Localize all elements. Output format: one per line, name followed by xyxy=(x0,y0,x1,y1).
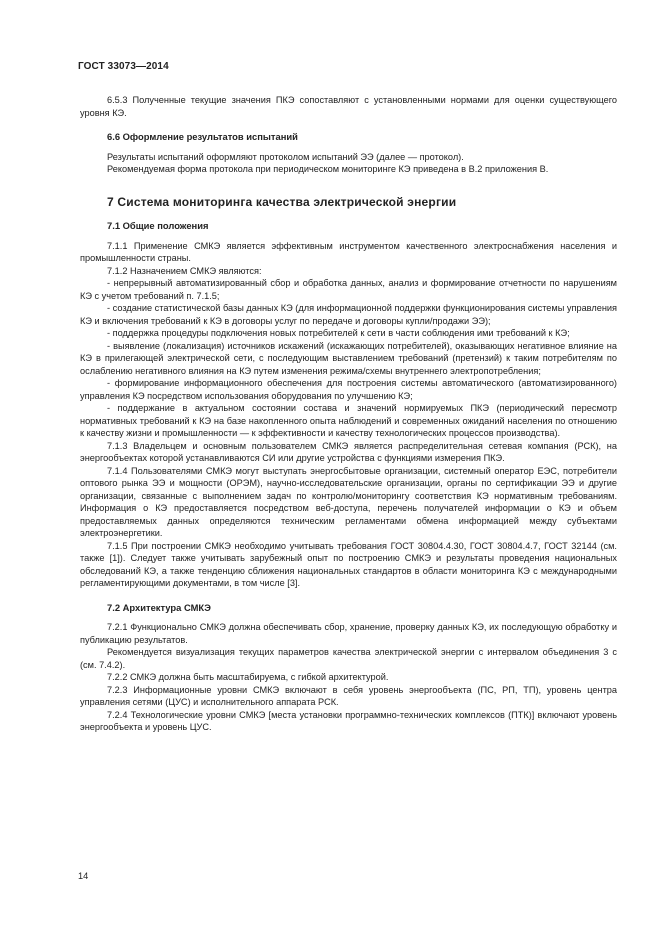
document-header: ГОСТ 33073—2014 xyxy=(78,61,169,72)
list-item: - непрерывный автоматизированный сбор и обработка данных, анализ и формирование отчетности по нарушениям КЭ с учетом требований п. 7.1.5; xyxy=(80,278,617,301)
paragraph-6-6-2: Рекомендуемая форма протокола при периодическом мониторинге КЭ приведена в В.2 приложения В. xyxy=(107,164,549,174)
paragraph-7-1-1: 7.1.1 Применение СМКЭ является эффективным инструментом качественного электроснабжения населения и промышленности страны. xyxy=(80,240,617,263)
list-item: - выявление (локализация) источников искажений (искажающих потребителей), оказывающих негативное влияние на КЭ в прилегающей электрической сети, с последующим выставлением требований (претензий) к таким потребителям по ослаблению негативного влияния на КЭ путем изменения режима/схемы внутреннего электропотребления; xyxy=(80,340,617,376)
section-7-2-title: 7.2 Архитектура СМКЭ xyxy=(107,601,211,613)
section-7-1-title: 7.1 Общие положения xyxy=(107,220,209,231)
list-item: - создание статистической базы данных КЭ (для информационной поддержки функционирования системы управления КЭ и включения требований к КЭ в договоры услуг по передаче и договоры купли/продажи ЭЭ); xyxy=(80,303,617,326)
page-number: 14 xyxy=(78,871,89,881)
paragraph-7-1-4: 7.1.4 Пользователями СМКЭ могут выступать энергосбытовые организации, системный оператор ЕЭС, потребители оптового рынка ЭЭ и мощности (ОРЭМ), научно-исследовательские организации, органы по сертификации ЭЭ и другие организации, связанные с выполнением задач по контролю/мониторингу соответствия КЭ нормативным требованиям. Информация о КЭ предоставляется посредством веб-доступа, перечень получателей информации о КЭ и объем предоставляемых данных определяются техническим регламентами обмена информацией между субъектами электроэнергетики. xyxy=(80,465,617,538)
paragraph-6-5-3: 6.5.3 Полученные текущие значения ПКЭ сопоставляют с установленными нормами для оценки существующего уровня КЭ. xyxy=(80,95,617,118)
list-item: - формирование информационного обеспечения для построения системы автоматического (автоматизированного) управления КЭ посредством использования оборудования по улучшению КЭ; xyxy=(80,378,617,401)
paragraph-7-2-4: 7.2.4 Технологические уровни СМКЭ [места установки программно-технических комплексов (ПТК)] включают уровень энергообъекта и уровень ЦУС. xyxy=(80,709,617,732)
paragraph-7-1-3: 7.1.3 Владельцем и основным пользователем СМКЭ является распределительная сетевая компания (РСК), на энергообъектах которой устанавливаются СИ или другие устройства с функциями измерения ПКЭ. xyxy=(80,440,617,463)
paragraph-7-2-2: 7.2.2 СМКЭ должна быть масштабируема, с гибкой архитектурой. xyxy=(107,672,389,682)
document-body xyxy=(80,94,617,734)
list-item: - поддержка процедуры подключения новых потребителей к сети в части соблюдения ими требований к КЭ; xyxy=(107,328,570,338)
list-item: - поддержание в актуальном состоянии состава и значений нормируемых ПКЭ (периодический пересмотр нормативных требований к КЭ на базе накопленного опыта наблюдений и современных ожиданий населения по отношению к качеству жизни и промышленности — к эффективности и качеству технологических процессов производства). xyxy=(80,403,617,438)
paragraph-7-2-1: 7.2.1 Функционально СМКЭ должна обеспечивать сбор, хранение, проверку данных КЭ, их последующую обработку и публикацию результатов. xyxy=(80,622,617,645)
paragraph-7-1-2: 7.1.2 Назначением СМКЭ являются: xyxy=(107,265,262,276)
paragraph-7-2-3: 7.2.3 Информационные уровни СМКЭ включают в себя уровень энергообъекта (ПС, РП, ТП), уровень центра управления сетями (ЦУС) и исполнительного аппарата РСК. xyxy=(80,684,617,707)
section-7-title: 7 Система мониторинга качества электрической энергии xyxy=(107,194,457,209)
paragraph-6-6-1: Результаты испытаний оформляют протоколом испытаний ЭЭ (далее — протокол). xyxy=(107,151,464,162)
paragraph-7-1-5: 7.1.5 При построении СМКЭ необходимо учитывать требования ГОСТ 30804.4.30, ГОСТ 30804.4.7, ГОСТ 32144 (см. также [1]). Следует также учитывать зарубежный опыт по построению СМКЭ и результаты проведения национальных обследований КЭ, а также тенденцию сближения национальных стандартов в области мониторинга КЭ с международными регламентирующими документами, в том числе [3]. xyxy=(80,540,617,588)
section-6-6-title: 6.6 Оформление результатов испытаний xyxy=(107,131,298,142)
paragraph-7-2-1-recommendation: Рекомендуется визуализация текущих параметров качества электрической энергии с интервалом объединения 3 с (см. 7.4.2). xyxy=(80,647,617,670)
